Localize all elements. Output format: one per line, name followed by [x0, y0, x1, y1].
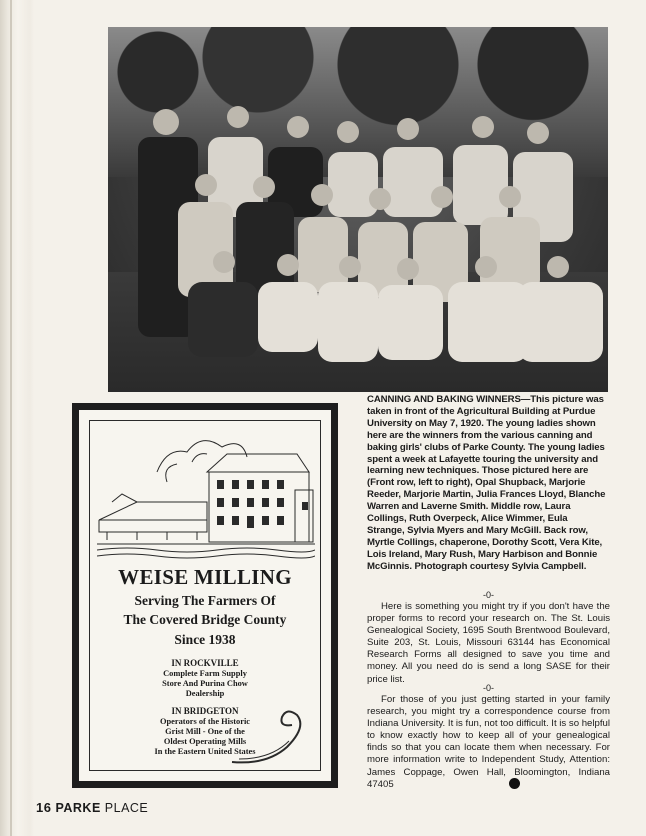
- section-separator-2: -0-: [483, 683, 494, 693]
- ad-bridgeton-line-1: Operators of the Historic: [159, 717, 250, 726]
- ad-rockville-line-1: Complete Farm Supply: [163, 669, 247, 678]
- ad-bridgeton-heading: IN BRIDGETON: [171, 706, 239, 716]
- publication-name-bold: PARKE: [55, 801, 101, 815]
- ad-rockville-line-3: Dealership: [185, 689, 225, 698]
- page-number: 16: [36, 800, 52, 815]
- ad-tagline-2: The Covered Bridge County: [123, 612, 287, 627]
- page-binding-edge: [0, 0, 34, 836]
- photo-caption: CANNING AND BAKING WINNERS—This picture was taken in front of the Agricultural Building at Purdue University on May 7, 1920. The young ladies shown here are the winners from the various canning and baking girls' clubs of Parke County. The young ladies spent a week at Lafayette touring the university and learning new techniques. Those pictured here are (Front row, left to right), Opal Shupback, Marjorie Reeder, Marjorie Martin, Julia Frances Lloyd, Blanche Warren and Laverne Smith. Middle row, Laura Collings, Ruth Overpeck, Alice Wimmer, Eula Strange, Sylvia Myers and Mary McGill. Back row, Myrtle Collings, chaperone, Dorothy Scott, Vera Kite, Lois Ireland, Mary Rush, Mary Harbison and Bonnie McGinnis. Photograph courtesy Sylvia Campbell.: [367, 394, 606, 572]
- ad-bridgeton-line-3: Oldest Operating Mills: [163, 737, 247, 746]
- group-photograph: [108, 27, 608, 392]
- weise-milling-advertisement: [72, 403, 338, 788]
- ad-bridgeton-line-4: In the Eastern United States: [154, 747, 256, 756]
- ad-rockville-line-2: Store And Purina Chow: [162, 679, 248, 688]
- grist-mill-illustration: [97, 432, 315, 562]
- article-paragraph-1: Here is something you might try if you don't have the proper forms to record your research on. The St. Louis Genealogical Society, 1695 South Brentwood Boulevard, Suite 203, St. Louis, Missouri 63144 has Economical Research Forms all designed to save you time and money. All you need do is send a long SASE for their price list.: [367, 601, 610, 685]
- end-mark-dot: [509, 778, 520, 789]
- ad-panel: [78, 409, 332, 782]
- ad-rockville-heading: IN ROCKVILLE: [171, 658, 239, 668]
- publication-name-rest: PLACE: [104, 801, 149, 815]
- article-paragraph-2: For those of you just getting started in your family research, you might try a correspondence course from Indiana University. It is fun, not too difficult. It is so helpful to know exactly how to keep all of your genealogical finds so that you can locate them when necessary. For more information write to Independent Study, Attention: James Coppage, Owen Hall, Bloomington, Indiana 47405: [367, 694, 610, 790]
- ad-tagline-1: Serving The Farmers Of: [134, 593, 276, 608]
- ad-bridgeton-line-2: Grist Mill - One of the: [165, 727, 245, 736]
- section-separator-1: -0-: [483, 590, 494, 600]
- ad-title: WEISE MILLING: [118, 565, 292, 589]
- ad-since: Since 1938: [174, 632, 236, 647]
- decorative-swirl: [227, 707, 317, 767]
- page-folio: [36, 800, 148, 815]
- photo-figures: [108, 27, 608, 392]
